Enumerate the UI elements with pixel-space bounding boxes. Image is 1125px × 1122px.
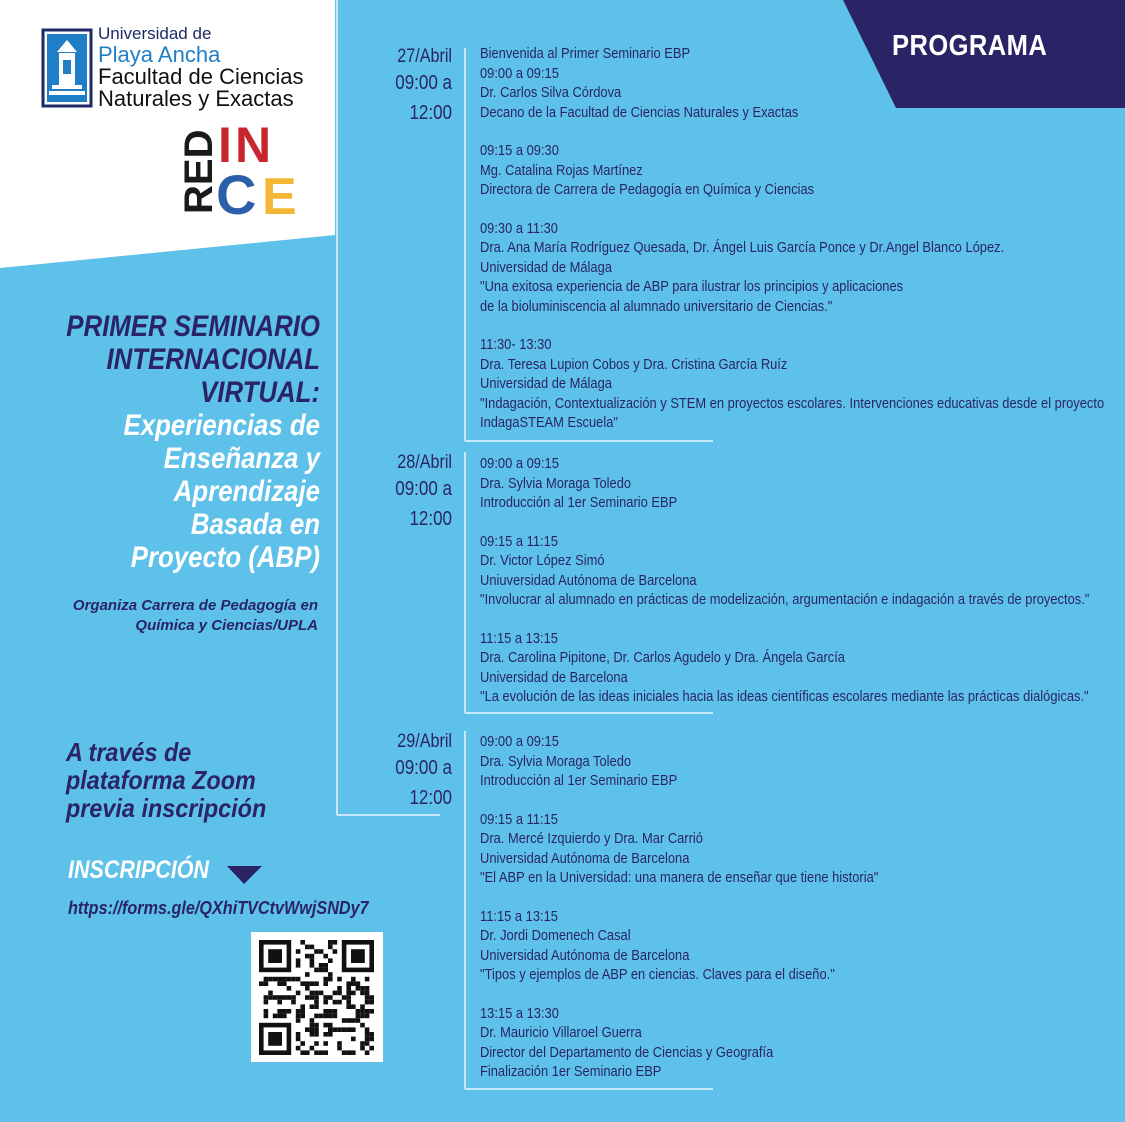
organizer-line: Organiza Carrera de Pedagogía en xyxy=(72,597,318,614)
entry-line: Dr. Jordi Domenech Casal xyxy=(480,927,631,944)
faculty-line2: Naturales y Exactas xyxy=(98,86,294,111)
time-label: 09:00 a 12:00 xyxy=(395,478,452,530)
entry-line: 09:15 a 11:15 xyxy=(480,532,558,550)
entry-line: 09:00 a 09:15 xyxy=(480,733,559,750)
time-label: 09:00 a 12:00 xyxy=(395,757,452,809)
entry-line: Universidad de Málaga xyxy=(480,375,612,392)
schedule-entry xyxy=(480,907,1030,985)
organizer-line: Química y Ciencias/UPLA xyxy=(135,617,318,634)
faculty-line1: Facultad de Ciencias xyxy=(98,64,304,89)
entry-line: 13:15 a 13:30 xyxy=(480,1004,559,1022)
schedule-entry xyxy=(480,454,1030,513)
entry-line: 11:30- 13:30 xyxy=(480,336,552,353)
entry-line: Universidad de Barcelona xyxy=(480,668,628,686)
entry-line: "Involucrar al alumnado en prácticas de modelización, argumentación e indagación a través de proyectos." xyxy=(480,591,1090,608)
title-dark-line: INTERNACIONAL xyxy=(106,343,321,376)
entry-line: 11:15 a 13:15 xyxy=(480,629,558,647)
svg-text:C: C xyxy=(216,163,257,226)
entry-line: Dra. Sylvia Moraga Toledo xyxy=(480,474,632,492)
entry-line: 09:00 a 09:15 xyxy=(480,455,559,472)
entry-line: IndagaSTEAM Escuela" xyxy=(480,414,618,431)
day-3-date xyxy=(344,731,452,813)
entry-line: 09:15 a 09:30 xyxy=(480,142,559,159)
entry-line: Dr. Carlos Silva Córdova xyxy=(480,84,622,101)
entry-line: 09:30 a 11:30 xyxy=(480,219,558,237)
title-dark-line: VIRTUAL: xyxy=(200,376,320,409)
schedule-entry xyxy=(480,44,1030,122)
time-label: 09:00 a 12:00 xyxy=(395,72,452,124)
title-white-line: Aprendizaje xyxy=(173,475,320,508)
date-label: 29/Abril xyxy=(397,731,452,752)
entry-line: Dra. Teresa Lupion Cobos y Dra. Cristina García Ruíz xyxy=(480,355,788,373)
entry-line: 09:00 a 09:15 xyxy=(480,64,559,82)
svg-text:N: N xyxy=(235,117,272,173)
title-white-line: Proyecto (ABP) xyxy=(130,541,320,574)
university-name-line2: Playa Ancha xyxy=(98,42,221,67)
inscripcion-link[interactable]: https://forms.gle/QXhiTVCtvWwjSNDy7 xyxy=(68,898,369,918)
university-name-line1: Universidad de xyxy=(98,24,212,43)
entry-line: Dra. Sylvia Moraga Toledo xyxy=(480,752,632,770)
schedule-entry xyxy=(480,629,1089,707)
day-2-date xyxy=(344,452,452,534)
day-1-date xyxy=(344,46,452,128)
title-white-line: Experiencias de xyxy=(123,409,320,442)
date-label: 28/Abril xyxy=(397,452,452,473)
entry-line: Mg. Catalina Rojas Martínez xyxy=(480,161,643,179)
schedule-entry xyxy=(480,810,1030,888)
day-2-schedule xyxy=(480,454,1090,726)
schedule-entry xyxy=(480,335,1105,433)
seminar-title xyxy=(20,310,320,574)
entry-line: "Indagación, Contextualización y STEM en proyectos escolares. Intervenciones educativas desde el proyecto xyxy=(480,394,1105,412)
svg-text:E: E xyxy=(262,168,297,226)
entry-line: "Una exitosa experiencia de ABP para ilustrar los principios y aplicaciones xyxy=(480,278,904,295)
inscripcion-label: INSCRIPCIÓN xyxy=(68,856,209,884)
qr-code-icon[interactable] xyxy=(251,932,383,1062)
entry-line: Dra. Ana María Rodríguez Quesada, Dr. Ángel Luis García Ponce y Dr.Angel Blanco López. xyxy=(480,239,1005,256)
day-3-schedule xyxy=(480,732,1030,1101)
entry-line: Dr. Mauricio Villaroel Guerra xyxy=(480,1024,642,1041)
entry-line: "Tipos y ejemplos de ABP en ciencias. Claves para el diseño." xyxy=(480,966,835,983)
faculty-name xyxy=(98,66,303,110)
entry-line: Decano de la Facultad de Ciencias Naturales y Exactas xyxy=(480,103,799,121)
svg-text:RED: RED xyxy=(177,129,221,214)
triangle-down-icon xyxy=(227,866,262,884)
entry-line: de la bioluminiscencia al alumnado universitario de Ciencias." xyxy=(480,297,833,315)
date-label: 27/Abril xyxy=(397,46,452,67)
schedule-entry xyxy=(480,1004,1030,1082)
entry-line: Dra. Mercé Izquierdo y Dra. Mar Carrió xyxy=(480,830,703,847)
entry-line: Directora de Carrera de Pedagogía en Química y Ciencias xyxy=(480,181,815,198)
entry-line: 11:15 a 13:15 xyxy=(480,907,558,925)
zoom-line: previa inscripción xyxy=(66,793,267,823)
schedule-entry xyxy=(480,532,1090,610)
entry-line: Introducción al 1er Seminario EBP xyxy=(480,494,678,511)
entry-line: Universidad Autónoma de Barcelona xyxy=(480,849,690,867)
entry-line: Finalización 1er Seminario EBP xyxy=(480,1063,662,1080)
lighthouse-logo-icon xyxy=(43,30,91,106)
organizer-text xyxy=(20,596,318,636)
schedule-entry xyxy=(480,141,1030,200)
entry-line: Bienvenida al Primer Seminario EBP xyxy=(480,45,691,62)
title-white-line: Enseñanza y xyxy=(163,442,320,475)
title-dark-line: PRIMER SEMINARIO xyxy=(66,310,320,343)
entry-line: Introducción al 1er Seminario EBP xyxy=(480,772,678,789)
schedule-entry xyxy=(480,732,1030,791)
zoom-line: A través de xyxy=(66,737,192,767)
entry-line: "La evolución de las ideas iniciales hacia las ideas científicas escolares mediante las prácticas dialógicas." xyxy=(480,688,1089,705)
svg-text:I: I xyxy=(218,117,232,173)
entry-line: Dr. Victor López Simó xyxy=(480,552,605,569)
entry-line: Universidad de Málaga xyxy=(480,258,612,276)
zoom-line: plataforma Zoom xyxy=(66,765,256,795)
entry-line: 09:15 a 11:15 xyxy=(480,810,558,828)
zoom-notice xyxy=(66,738,327,822)
entry-line: "El ABP en la Universidad: una manera de enseñar que tiene historia" xyxy=(480,869,879,886)
programa-label: PROGRAMA xyxy=(892,30,1048,62)
entry-line: Director del Departamento de Ciencias y Geografía xyxy=(480,1043,774,1061)
entry-line: Uniuversidad Autónoma de Barcelona xyxy=(480,571,697,589)
title-white-line: Basada en xyxy=(190,508,320,541)
schedule-entry xyxy=(480,219,1030,317)
entry-line: Dra. Carolina Pipitone, Dr. Carlos Agudelo y Dra. Ángela García xyxy=(480,649,845,666)
entry-line: Universidad Autónoma de Barcelona xyxy=(480,946,690,964)
